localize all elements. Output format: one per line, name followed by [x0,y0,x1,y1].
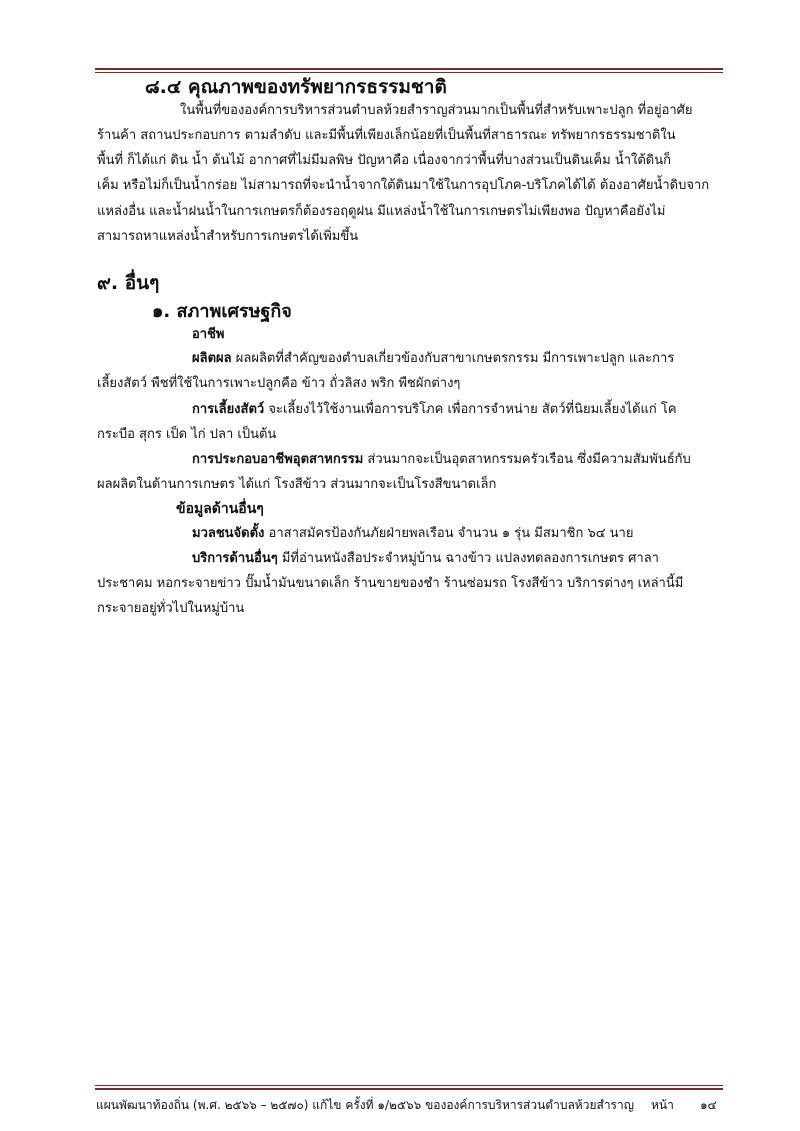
section-8-4-heading: ๘.๔ คุณภาพของทรัพยากรธรรมชาติ [145,76,447,98]
footer-page-number: ๑๔ [700,1098,717,1112]
other-info-heading: ข้อมูลด้านอื่นๆ [176,501,264,517]
livestock-line-1 [192,398,677,422]
section-8-4-line-2: ร้านค้า สถานประกอบการ ตามลำดับ และมีพื้นที่เพียงเล็กน้อยที่เป็นพื้นที่สาธารณะ ทรัพยากรธรรมชาติใน [97,128,676,143]
services-line-1 [192,547,659,571]
services-label: บริการด้านอื่นๆ [192,551,278,566]
mass-line [192,522,633,546]
occupation-label: อาชีพ [192,327,225,342]
produce-label: ผลิตผล [192,351,232,366]
mass-text: อาสาสมัครป้องกันภัยฝ่ายพลเรือน จำนวน ๑ รุ่น มีสมาชิก ๖๔ นาย [264,526,634,541]
industry-line-2: ผลผลิตในด้านการเกษตร ได้แก่ โรงสีข้าว ส่วนมากจะเป็นโรงสีขนาดเล็ก [97,477,497,492]
livestock-text-1: จะเลี้ยงไว้ใช้งานเพื่อการบริโภค เพื่อการจำหน่าย สัตว์ที่นิยมเลี้ยงได้แก่ โค [264,402,677,417]
industry-line-1 [192,448,691,472]
section-8-4-line-4: เค็ม หรือไม่ก็เป็นน้ำกร่อย ไม่สามารถที่จะนำน้ำจากใต้ดินมาใช้ในการอุปโภค-บริโภคได้ได้ ต้องอาศัยน้ำดิบจาก [97,178,710,193]
header-rule-thick [95,68,723,70]
section-8-4-line-3: พื้นที่ ก็ได้แก่ ดิน น้ำ ต้นไม้ อากาศที่ไม่มีมลพิษ ปัญหาคือ เนื่องจากว่าพื้นที่บางส่วนเป็นดินเค็ม น้ำใต้ดินก็ [97,153,672,168]
industry-label: การประกอบอาชีพอุตสาหกรรม [192,452,364,467]
section-8-4-line-6: สามารถหาแหล่งน้ำสำหรับการเกษตรได้เพิ่มขึ้น [97,229,359,244]
produce-line-2: เลี้ยงสัตว์ พืชที่ใช้ในการเพาะปลูกคือ ข้าว ถั่วลิสง พริก พืชผักต่างๆ [97,376,461,391]
economy-heading: ๑. สภาพเศรษฐกิจ [152,301,292,322]
produce-text-1: ผลผลิตที่สำคัญของตำบลเกี่ยวข้องกับสาขาเกษตรกรรม มีการเพาะปลูก และการ [231,351,675,366]
footer-rule-thick [95,1088,723,1090]
livestock-line-2: กระบือ สุกร เป็ด ไก่ ปลา เป็นต้น [97,427,277,442]
industry-text-1: ส่วนมากจะเป็นอุตสาหกรรมครัวเรือน ซึ่งมีความสัมพันธ์กับ [363,452,691,467]
livestock-label: การเลี้ยงสัตว์ [192,402,265,417]
section-9-heading: ๙. อื่นๆ [97,272,160,294]
footer-plan-text: แผนพัฒนาท้องถิ่น (พ.ศ. ๒๕๖๖ – ๒๕๗๐) แก้ไข ครั้งที่ ๑/๒๕๖๖ ขององค์การบริหารส่วนตำบลห้วยสำราญ [96,1098,634,1112]
mass-label: มวลชนจัดตั้ง [192,526,265,541]
services-line-3: กระจายอยู่ทั่วไปในหมู่บ้าน [97,601,245,616]
section-8-4-line-1: ในพื้นที่ขององค์การบริหารส่วนตำบลห้วยสำราญส่วนมากเป็นพื้นที่สำหรับเพาะปลูก ที่อยู่อาศัย [180,103,693,118]
services-text-1: มีที่อ่านหนังสือประจำหมู่บ้าน ฉางข้าว แปลงทดลองการเกษตร ศาลา [277,551,659,566]
services-line-2: ประชาคม หอกระจายข่าว ปั๊มน้ำมันขนาดเล็ก ร้านขายของชำ ร้านซ่อมรถ โรงสีข้าว บริการต่างๆ เหล่านี้มี [97,576,684,591]
section-8-4-line-5: แหล่งอื่น และน้ำฝนน้ำในการเกษตรก็ต้องรอฤดูฝน มีแหล่งน้ำใช้ในการเกษตรไม่เพียงพอ ปัญหาคือยังไม่ [97,204,666,219]
produce-line-1 [192,347,674,371]
footer-rule-thin [95,1085,723,1086]
footer-page-label: หน้า [651,1098,674,1112]
